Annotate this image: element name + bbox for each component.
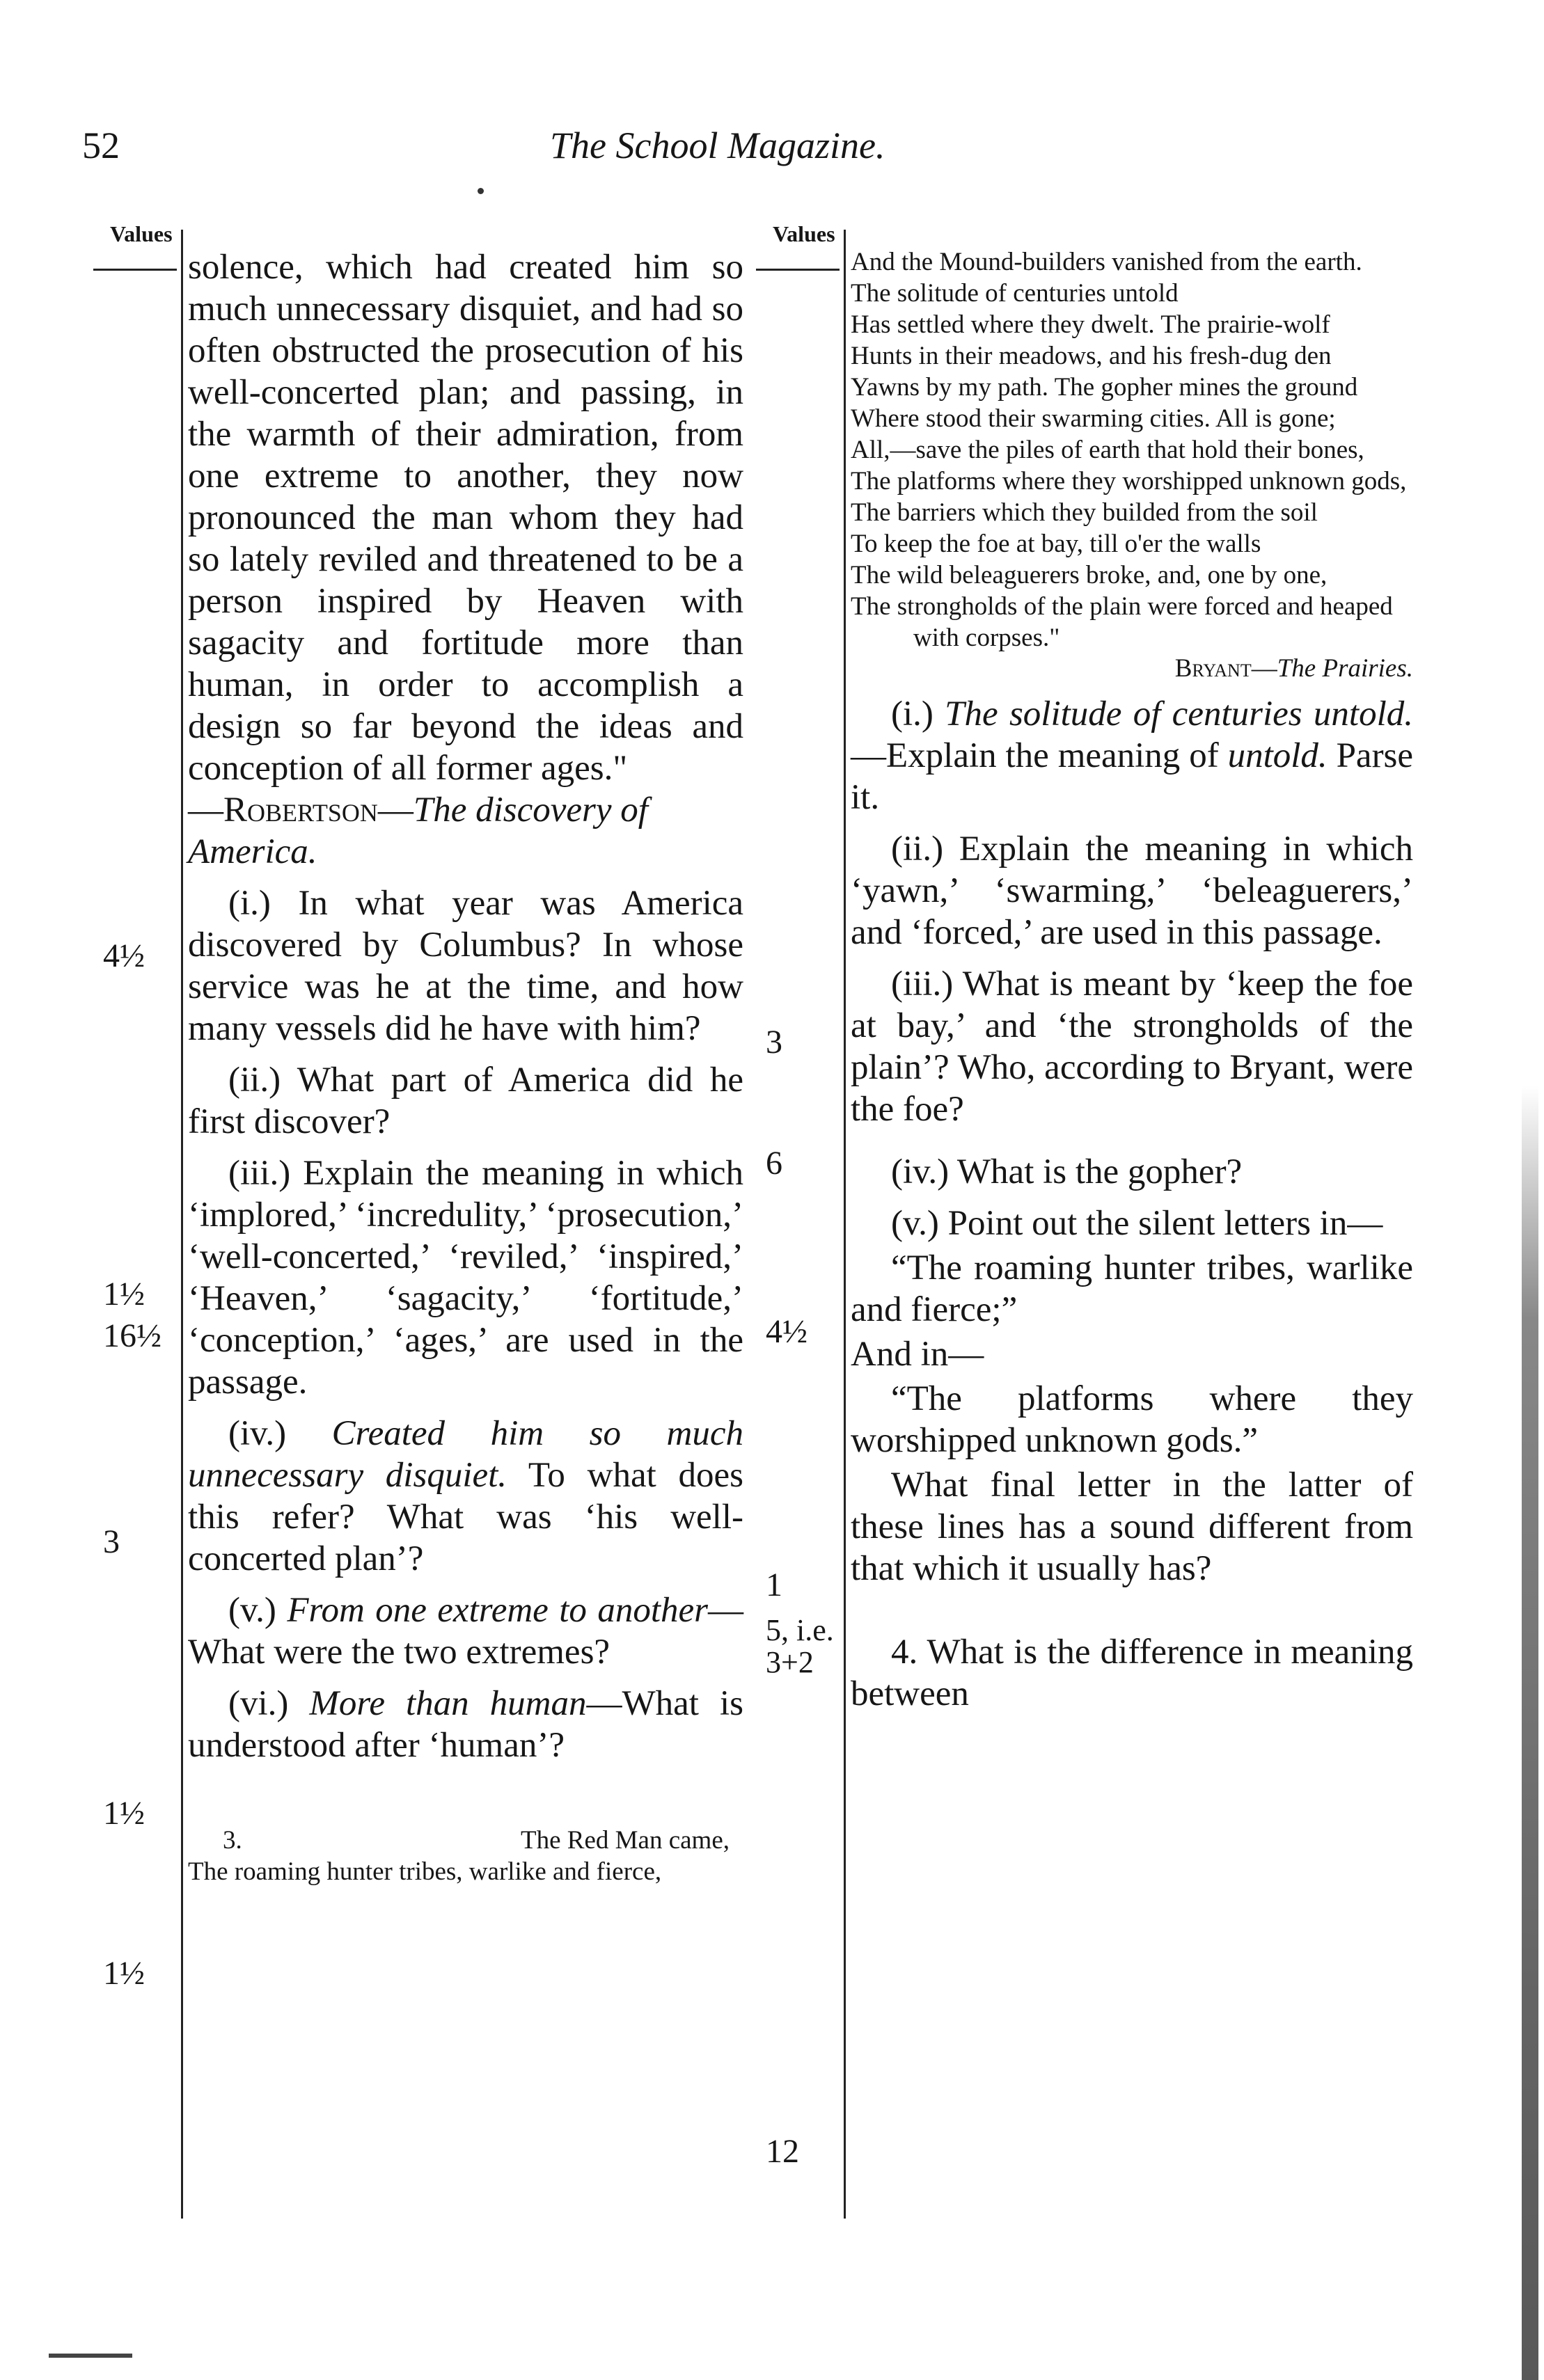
question-number: (i.) [228,884,271,923]
question-text: In what year was America discovered by Columbus? In whose service was he at the time, and how many vessels did he have with him? [188,884,744,1048]
question-value: 1 [766,1566,782,1603]
question [188,1683,743,1766]
question-text: Point out the silent letters in— [947,1204,1383,1243]
author-name: Bryant— [1174,654,1277,683]
left-text [188,246,743,1887]
question-number: (v.) [891,1204,939,1243]
question-value: 3+2 [766,1645,814,1679]
question-text: What is the gopher? [956,1152,1243,1191]
question-number: (ii.) [891,830,944,868]
poem-line: Yawns by my path. The gopher mines the ground [851,373,1358,402]
right-text [851,246,1413,1715]
quoted-line: “The roaming hunter tribes, warlike and fierce;” [851,1248,1413,1329]
page-number: 52 [82,125,120,166]
values-rule [756,269,840,271]
scan-mark [49,2354,132,2358]
poem-line: And the Mound-builders vanished from the earth. [851,248,1362,276]
section-three [188,1825,743,1887]
binding-edge [1522,1086,1538,2380]
question-number: (v.) [228,1591,276,1630]
question [188,1152,743,1403]
question-text: What part of America did he first discover? [188,1061,743,1141]
section-number: 3. [223,1826,242,1855]
question-value: 3 [103,1523,120,1560]
question-quote: From one extreme to another [287,1591,708,1630]
question [851,1203,1413,1244]
question-value: 3 [766,1024,782,1061]
question-text: Explain the meaning in which ‘yawn,’ ‘swarming,’ ‘beleaguerers,’ and ‘forced,’ are used in this passage. [851,830,1414,952]
and-in: And in— [851,1335,984,1374]
running-title: The School Magazine. [550,125,885,166]
question [851,828,1413,953]
question-value: 16½ [103,1317,162,1354]
poem [851,246,1413,683]
question-value: 6 [766,1145,782,1182]
question [188,882,743,1049]
question [188,1059,743,1143]
work-title: The Prairies. [1277,654,1413,683]
poem-line: To keep the foe at bay, till o'er the walls [851,530,1261,558]
question-text: What is meant by ‘keep the foe at bay,’ and ‘the strongholds of the plain’? Who, according to Bryant, were the foe? [851,965,1413,1129]
question-value: 1½ [103,1955,145,1992]
values-heading: Values [773,221,835,246]
question-quote: Created him so much unnecessary disquiet. [188,1414,743,1495]
work-title: The discovery of America. [188,791,648,871]
printer-dot [478,188,484,194]
question-number: (iii.) [228,1154,291,1193]
question-text: To what does this refer? What was ‘his well-concerted plan’? [188,1456,743,1578]
column-rule [844,230,846,2219]
question-text: Explain the meaning in which ‘implored,’ ‘incredulity,’ ‘prosecution,’ ‘well-concerted,’ ‘reviled,’ ‘inspired,’ ‘Heaven,’ ‘sagacity,’ ‘fortitude,’ ‘conception,’ ‘ages,’ are used in the passage. [188,1154,743,1402]
verse-line: The roaming hunter tribes, warlike and fierce, [188,1857,662,1886]
poem-line: Has settled where they dwelt. The prairie-wolf [851,310,1330,339]
question [851,693,1413,818]
right-column [766,221,1413,2219]
values-heading: Values [110,221,173,246]
question-text: —What were the two extremes? [188,1591,743,1672]
question-value: 12 [766,2133,799,2170]
poem-line: The platforms where they worshipped unknown gods, [851,467,1407,495]
question-quote: More than human [309,1684,587,1723]
question-text: What is the difference in meaning between [851,1633,1413,1713]
poem-line: The barriers which they builded from the soil [851,498,1318,527]
question-word: untold. [1227,736,1328,775]
left-column [103,221,743,2219]
question-value: 5, i.e. [766,1613,834,1647]
question [851,1631,1413,1715]
question [188,1413,743,1580]
poem-line: The strongholds of the plain were forced and heaped with corpses." [851,592,1393,652]
question-number: (ii.) [228,1061,281,1100]
question-value: 4½ [103,937,145,974]
values-rule [93,269,177,271]
poem-line: The solitude of centuries untold [851,279,1179,308]
question [188,1589,743,1673]
verse-line: 3. The Red Man came, [223,1826,730,1855]
question-quote: The solitude of centuries untold. [945,695,1413,733]
followup-question: What final letter in the latter of these lines has a sound different from that which it usually has? [851,1466,1413,1588]
question [851,1151,1413,1193]
prose-passage: solence, which had created him so much unnecessary disquiet, and had so often obstructed the prosecution of his well-concerted plan; and passing, in the warmth of their admiration, from one extreme to another, they now pronounced the man whom they had so lately reviled and threatened to be a person inspired by Heaven with sagacity and fortitude more than human, in order to accomplish a design so far beyond the ideas and conception of all former ages." [188,248,743,788]
question-text: —What is understood after ‘human’? [188,1684,743,1765]
poem-line: Hunts in their meadows, and his fresh-dug den [851,342,1332,370]
question-number: 4. [891,1633,918,1672]
poem-line: The wild beleaguerers broke, and, one by one, [851,561,1328,589]
question-text: —Explain the meaning of [851,736,1219,775]
quoted-line: “The platforms where they worshipped unknown gods.” [851,1379,1413,1460]
attribution [851,653,1413,683]
poem-line: Where stood their swarming cities. All is gone; [851,404,1336,433]
author-name: —Robertson— [188,791,413,830]
question-value: 1½ [103,1795,145,1832]
attribution [188,789,743,873]
question-number: (vi.) [228,1684,289,1723]
question-number: (iv.) [228,1414,287,1453]
question-value: 4½ [766,1313,808,1350]
question-number: (iii.) [891,965,954,1003]
poem-line: All,—save the piles of earth that hold their bones, [851,436,1364,464]
question [851,963,1413,1130]
question-text-tail: Parse it. [851,736,1414,817]
question-value: 1½ [103,1276,145,1312]
column-rule [181,230,183,2219]
question-number: (i.) [891,695,934,733]
question-number: (iv.) [891,1152,950,1191]
